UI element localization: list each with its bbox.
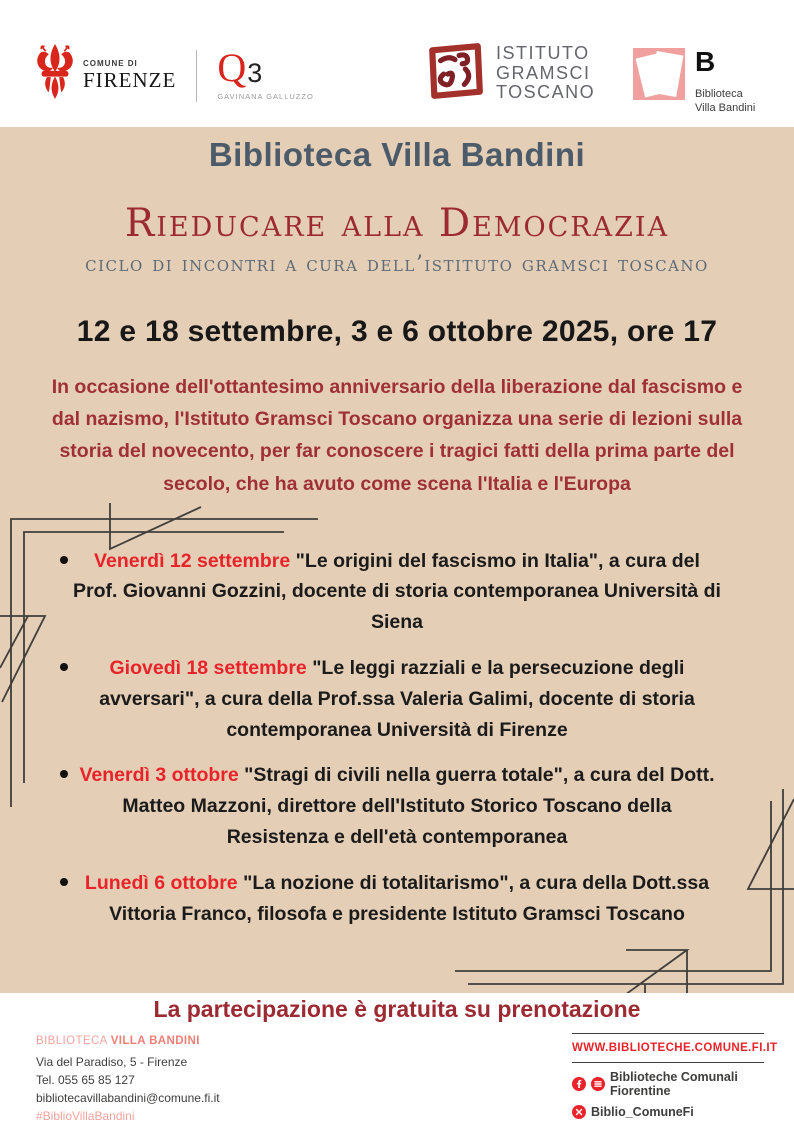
footer-website-link[interactable]: WWW.BIBLIOTECHE.COMUNE.FI.IT bbox=[572, 1033, 764, 1063]
comune-firenze-q3-logos bbox=[34, 44, 314, 107]
comune-firenze-logo bbox=[34, 44, 176, 107]
event-date-1: Venerdì 12 settembre bbox=[94, 549, 291, 572]
bandini-b-letter: B bbox=[695, 46, 716, 77]
dates-heading: 12 e 18 settembre, 3 e 6 ottobre 2025, ore 17 bbox=[76, 315, 718, 348]
event-text-3: "Stragi di civili nella guerra totale", a cura del Dott. Matteo Mazzoni, direttore dell'Istituto Storico Toscano della Resistenza e dell'età contemporanea bbox=[122, 764, 715, 849]
series-subtitle: ciclo di incontri a cura dell’istituto gramsci toscano bbox=[85, 252, 709, 277]
library-channel-icon[interactable] bbox=[591, 1077, 605, 1091]
open-book-icon bbox=[633, 48, 685, 100]
comune-di-label: COMUNE DI bbox=[83, 59, 138, 68]
q3-number: 3 bbox=[247, 58, 263, 89]
q3-district-label: GAVINANA GALLUZZO bbox=[217, 92, 314, 102]
fleur-de-lis-icon bbox=[34, 44, 76, 107]
events-list bbox=[73, 546, 721, 930]
gramsci-line-istituto: ISTITUTO bbox=[496, 43, 590, 64]
footer-email[interactable]: bibliotecavillabandini@comune.fi.it bbox=[36, 1091, 220, 1106]
poster-body bbox=[0, 127, 794, 993]
event-date-4: Lunedì 6 ottobre bbox=[84, 871, 238, 894]
footer-social-x-text[interactable]: Biblio_ComuneFi bbox=[591, 1105, 694, 1119]
series-title: Rieducare alla Democrazia bbox=[124, 201, 670, 246]
event-item-3 bbox=[73, 760, 721, 852]
event-text-2: "Le leggi razziali e la persecuzione degli avversari", a cura della Prof.ssa Valeria Galimi, docente di storia contemporanea Università di Firenze bbox=[99, 657, 695, 741]
footer-phone: Tel. 055 65 85 127 bbox=[36, 1073, 135, 1088]
event-item-4 bbox=[73, 868, 721, 930]
event-date-2: Giovedì 18 settembre bbox=[109, 657, 307, 680]
event-text-4: "La nozione di totalitarismo", a cura della Dott.ssa Vittoria Franco, filosofa e presidente Istituto Gramsci Toscano bbox=[109, 871, 710, 925]
footer-contact-block bbox=[36, 1033, 220, 1123]
intro-paragraph: In occasione dell'ottantesimo anniversario della liberazione dal fascismo e dal nazismo, l'Istituto Gramsci Toscano organizza una serie di lezioni sulla storia del novecento, per far conoscere i tragici fatti della prima parte del secolo, che ha avuto come scena l'Italia e l'Europa bbox=[51, 376, 743, 495]
footer-social-row-1[interactable] bbox=[572, 1070, 764, 1098]
villa-bandini-logo bbox=[633, 48, 755, 116]
q3-logo bbox=[217, 45, 314, 102]
header-band bbox=[0, 0, 794, 127]
footer-hashtag: #BiblioVillaBandini bbox=[36, 1109, 135, 1123]
gramsci-line-toscano: TOSCANO bbox=[496, 82, 596, 103]
bandini-line2: Villa Bandini bbox=[695, 101, 756, 114]
event-date-3: Venerdì 3 ottobre bbox=[79, 764, 239, 787]
footer-band bbox=[0, 993, 794, 1123]
footer-web-social-block bbox=[572, 1033, 778, 1123]
footer-social-row-2[interactable] bbox=[572, 1105, 764, 1119]
footer-social-facebook-text[interactable]: Biblioteche Comunali Fiorentine bbox=[610, 1070, 738, 1098]
bandini-line1: Biblioteca bbox=[695, 88, 743, 100]
logo-divider bbox=[196, 50, 197, 102]
comune-firenze-wordmark bbox=[83, 60, 176, 91]
bandini-wordmark bbox=[695, 88, 755, 116]
istituto-gramsci-logo bbox=[424, 40, 595, 107]
facebook-icon[interactable] bbox=[572, 1077, 586, 1091]
x-twitter-icon[interactable] bbox=[572, 1105, 586, 1119]
gramsci-stamp-icon bbox=[424, 40, 486, 107]
gramsci-wordmark bbox=[496, 44, 595, 102]
gramsci-line-gramsci: GRAMSCI bbox=[496, 62, 591, 83]
event-item-1 bbox=[73, 546, 721, 638]
event-item-2 bbox=[73, 653, 721, 745]
footer-villa-bandini-label: VILLA BANDINI bbox=[110, 1035, 200, 1047]
footer-address: Via del Paradiso, 5 - Firenze bbox=[36, 1055, 188, 1070]
event-text-1: "Le origini del fascismo in Italia", a cura del Prof. Giovanni Gozzini, docente di storia contemporanea Università di Siena bbox=[73, 549, 721, 634]
library-title: Biblioteca Villa Bandini bbox=[208, 136, 586, 173]
footer-biblioteca-label: BIBLIOTECA bbox=[36, 1035, 108, 1047]
participation-note: La partecipazione è gratuita su prenotazione bbox=[153, 996, 641, 1022]
footer-library-title bbox=[36, 1033, 220, 1050]
q3-q-letter: Q bbox=[217, 45, 247, 91]
firenze-label: FIRENZE bbox=[83, 68, 177, 92]
